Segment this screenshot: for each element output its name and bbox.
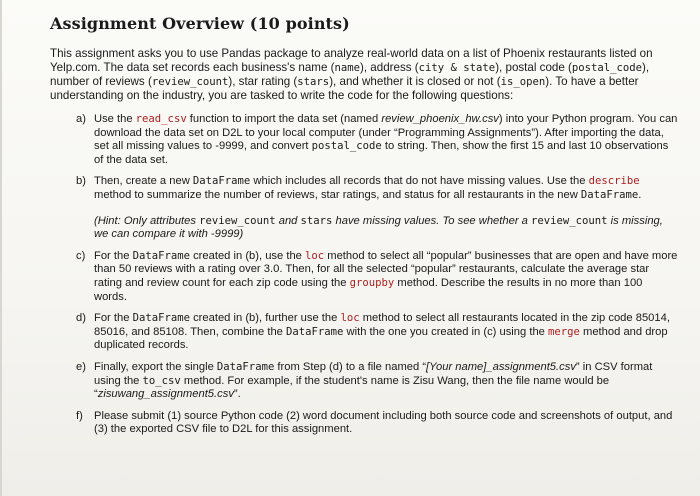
question-d bbox=[50, 312, 678, 353]
code-loc: loc bbox=[305, 249, 325, 262]
hint-text: (Hint: Only attributes bbox=[94, 214, 200, 227]
intro-text: ), address ( bbox=[360, 61, 419, 74]
intro-text: ), number of reviews ( bbox=[50, 61, 650, 88]
question-text: with the one you created in (c) using the bbox=[343, 325, 549, 338]
question-label: f) bbox=[76, 409, 83, 422]
code-review-count: review_count bbox=[151, 76, 229, 88]
code-dataframe: DataFrame bbox=[192, 175, 251, 188]
question-label: b) bbox=[76, 175, 86, 188]
question-list bbox=[50, 113, 678, 437]
question-text: Please submit (1) source Python code (2) word document including both source code and screenshots of output, and (3) the exported CSV file to D2L for this assignment. bbox=[94, 409, 673, 436]
code-describe: describe bbox=[588, 175, 640, 188]
intro-text: ), postal code ( bbox=[495, 61, 572, 74]
question-text: Finally, export the single bbox=[94, 360, 217, 373]
question-label: a) bbox=[76, 113, 86, 125]
question-text: For the bbox=[94, 249, 133, 262]
code-name: name bbox=[334, 62, 360, 74]
intro-paragraph bbox=[50, 47, 678, 103]
intro-text: This assignment asks you to use Pandas package to analyze real-world data on a list of Phoenix restaurants listed on Yelp.com. The data set records each business's name ( bbox=[50, 47, 653, 74]
question-text: which includes all records that do not have missing values. Use the bbox=[250, 175, 589, 188]
question-text: Use the bbox=[94, 113, 136, 125]
question-text: ” in CSV format using the bbox=[94, 360, 653, 387]
page-title: Assignment Overview (10 points) bbox=[50, 14, 350, 33]
code-groupby: groupby bbox=[349, 276, 395, 289]
question-label: c) bbox=[76, 249, 86, 262]
question-text: . bbox=[638, 188, 642, 201]
question-text: ”. bbox=[233, 388, 241, 401]
filename-template: [Your name]_assignment5.csv bbox=[426, 360, 576, 373]
question-label: d) bbox=[76, 312, 86, 325]
question-text: method to summarize the number of reviews, star ratings, and status for all restaurants in the new bbox=[94, 188, 581, 201]
intro-text: ), and whether it is closed or not ( bbox=[329, 75, 501, 88]
question-text: method to select all restaurants located in the zip code 85014, 85016, and 85108. Then, combine the bbox=[94, 312, 670, 338]
hint-text: is missing, we can compare it with -9999) bbox=[94, 214, 663, 241]
code-dataframe: DataFrame bbox=[286, 325, 344, 338]
question-c bbox=[50, 250, 678, 304]
code-dataframe: DataFrame bbox=[216, 360, 275, 373]
question-text: Then, create a new bbox=[94, 175, 193, 188]
question-a bbox=[50, 113, 678, 167]
code-merge: merge bbox=[548, 325, 580, 338]
question-text: method to select all “popular” businesses that are open and have more than 50 reviews with a rating over 3.0. Then, for all the selected “popular” restaurants, calculate the average star rating and review count for each zip code using the bbox=[94, 249, 678, 289]
code-loc: loc bbox=[340, 312, 360, 325]
code-stars: stars bbox=[297, 76, 330, 88]
question-text: to string. Then, show the first 15 and last 10 observations of the data set. bbox=[94, 140, 669, 166]
code-read-csv: read_csv bbox=[135, 113, 187, 125]
question-text: method. For example, if the student's name is Zisu Wang, then the file name would be “ bbox=[94, 374, 610, 401]
question-text: created in (b), use the bbox=[189, 249, 306, 262]
code-review-count: review_count bbox=[531, 214, 608, 227]
question-f bbox=[50, 410, 678, 437]
question-text: from Step (d) to a file named “ bbox=[274, 360, 427, 373]
code-review-count: review_count bbox=[199, 214, 276, 227]
code-dataframe: DataFrame bbox=[580, 188, 639, 201]
question-e bbox=[50, 361, 678, 402]
hint-text: have missing values. To see whether a bbox=[332, 214, 531, 227]
code-is-open: is_open bbox=[500, 76, 546, 88]
intro-text: ). To have a better understanding on the industry, you are tasked to write the code for the following questions: bbox=[50, 75, 639, 102]
code-postal-code: postal_code bbox=[571, 62, 643, 74]
code-to-csv: to_csv bbox=[142, 374, 181, 387]
question-text: method. Describe the results in no more than 100 words. bbox=[94, 276, 643, 303]
code-dataframe: DataFrame bbox=[132, 312, 190, 325]
hint-note bbox=[94, 215, 678, 242]
filename: review_phoenix_hw.csv bbox=[381, 113, 499, 125]
code-city-state: city & state bbox=[418, 62, 496, 74]
question-text: ) into your Python program. You can download the data set on D2L to your local computer (under “Programming Assignments”). After importing the data, set all missing values to -9999, and convert bbox=[94, 113, 678, 153]
intro-text: ), star rating ( bbox=[228, 75, 298, 88]
question-text: function to import the data set (named bbox=[186, 113, 382, 125]
question-text: method and drop duplicated records. bbox=[94, 325, 668, 352]
code-stars: stars bbox=[300, 214, 333, 227]
question-text: For the bbox=[94, 312, 133, 325]
question-label: e) bbox=[76, 360, 86, 373]
filename-example: zisuwang_assignment5.csv bbox=[97, 388, 234, 401]
code-dataframe: DataFrame bbox=[132, 249, 190, 262]
hint-text: and bbox=[275, 214, 301, 227]
question-text: created in (b), further use the bbox=[189, 312, 341, 325]
question-b bbox=[50, 175, 678, 241]
code-postal-code: postal_code bbox=[311, 140, 382, 153]
